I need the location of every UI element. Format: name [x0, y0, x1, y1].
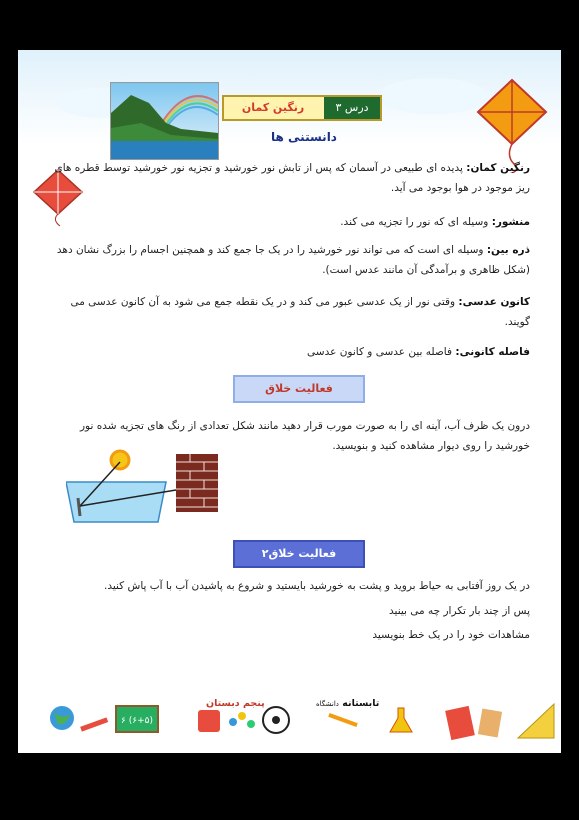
footer-school-name: تابستانه [342, 698, 380, 709]
activity-title: فعالیت خلاق [233, 375, 365, 403]
term-label: ذره بین: [486, 244, 530, 256]
flask-icon [390, 708, 412, 732]
footer-school-suffix: دانشگاه [316, 700, 339, 708]
globe-icon [50, 706, 74, 730]
term-label: منشور: [491, 216, 530, 228]
beads-icon [229, 712, 255, 728]
rainbow-photo [110, 82, 219, 160]
definition-focus [48, 292, 530, 332]
footer-grade: پنجم دبستان [206, 698, 265, 709]
term-text: وسیله ای است که می تواند نور خورشید را در یک جا جمع کند و همچنین اجسام را بزرگ نشان دهد (شکل ظاهری و برآمدگی آن مانند عدس است). [56, 244, 530, 276]
brick-wall [176, 454, 218, 512]
definition-focal-length [48, 342, 530, 362]
term-text: فاصله بین عدسی و کانون عدسی [307, 346, 453, 358]
definition-magnifier [48, 240, 530, 280]
mirror [78, 498, 80, 516]
term-text: پدیده ای طبیعی در آسمان که پس از تابش نور خورشید و تجزیه نور خورشید توسط قطره های ریز موجود در هوا بوجود می آید. [54, 162, 530, 194]
pen-icon [328, 713, 358, 727]
notebook-icon [478, 708, 502, 737]
pencil-icon [80, 717, 108, 731]
footer-decoration [18, 690, 561, 750]
section-heading: دانستنی ها [271, 130, 337, 144]
soccer-ball-icon [263, 707, 289, 733]
water-container [66, 482, 166, 522]
ruler-triangle-icon [518, 704, 554, 738]
term-text: وسیله ای که نور را تجزیه می کند. [340, 216, 489, 228]
activity2-title: فعالیت خلاق۲ [233, 540, 365, 568]
chalkboard-text: ۶ (۶+۵) [121, 716, 153, 726]
cloud [378, 78, 488, 114]
activity2-line: در یک روز آفتابی به حیاط بروید و پشت به خورشید بایستید و شروع به پاشیدن آب با آب پاش کنید. [103, 580, 530, 592]
term-label: رنگین کمان: [466, 162, 530, 174]
dice-icon [198, 710, 220, 732]
term-text: وقتی نور از یک عدسی عبور می کند و در یک نقطه جمع می شود به آن کانون عدسی می گویند. [70, 296, 530, 328]
book-icon [445, 706, 475, 740]
lesson-label [222, 95, 382, 121]
activity1-text: درون یک ظرف آب، آینه ای را به صورت مورب قرار دهید مانند شکل تعدادی از رنگ های تجزیه شده نور خورشید را روی دیوار مشاهده کنید و بنویسید. [79, 420, 530, 452]
lesson-title: رنگین کمان [241, 101, 305, 114]
definition-rainbow [48, 158, 530, 198]
activity2-line: مشاهدات خود را در یک خط بنویسید [372, 629, 530, 641]
term-label: فاصله کانونی: [455, 346, 530, 358]
activity2-line: پس از چند بار تکرار چه می بینید [389, 605, 530, 617]
term-label: کانون عدسی: [458, 296, 530, 308]
sun-icon [111, 451, 129, 469]
experiment-illustration [66, 446, 286, 526]
worksheet-page [18, 50, 561, 753]
definition-prism [48, 212, 530, 232]
lesson-number: درس ۳ [324, 97, 380, 119]
